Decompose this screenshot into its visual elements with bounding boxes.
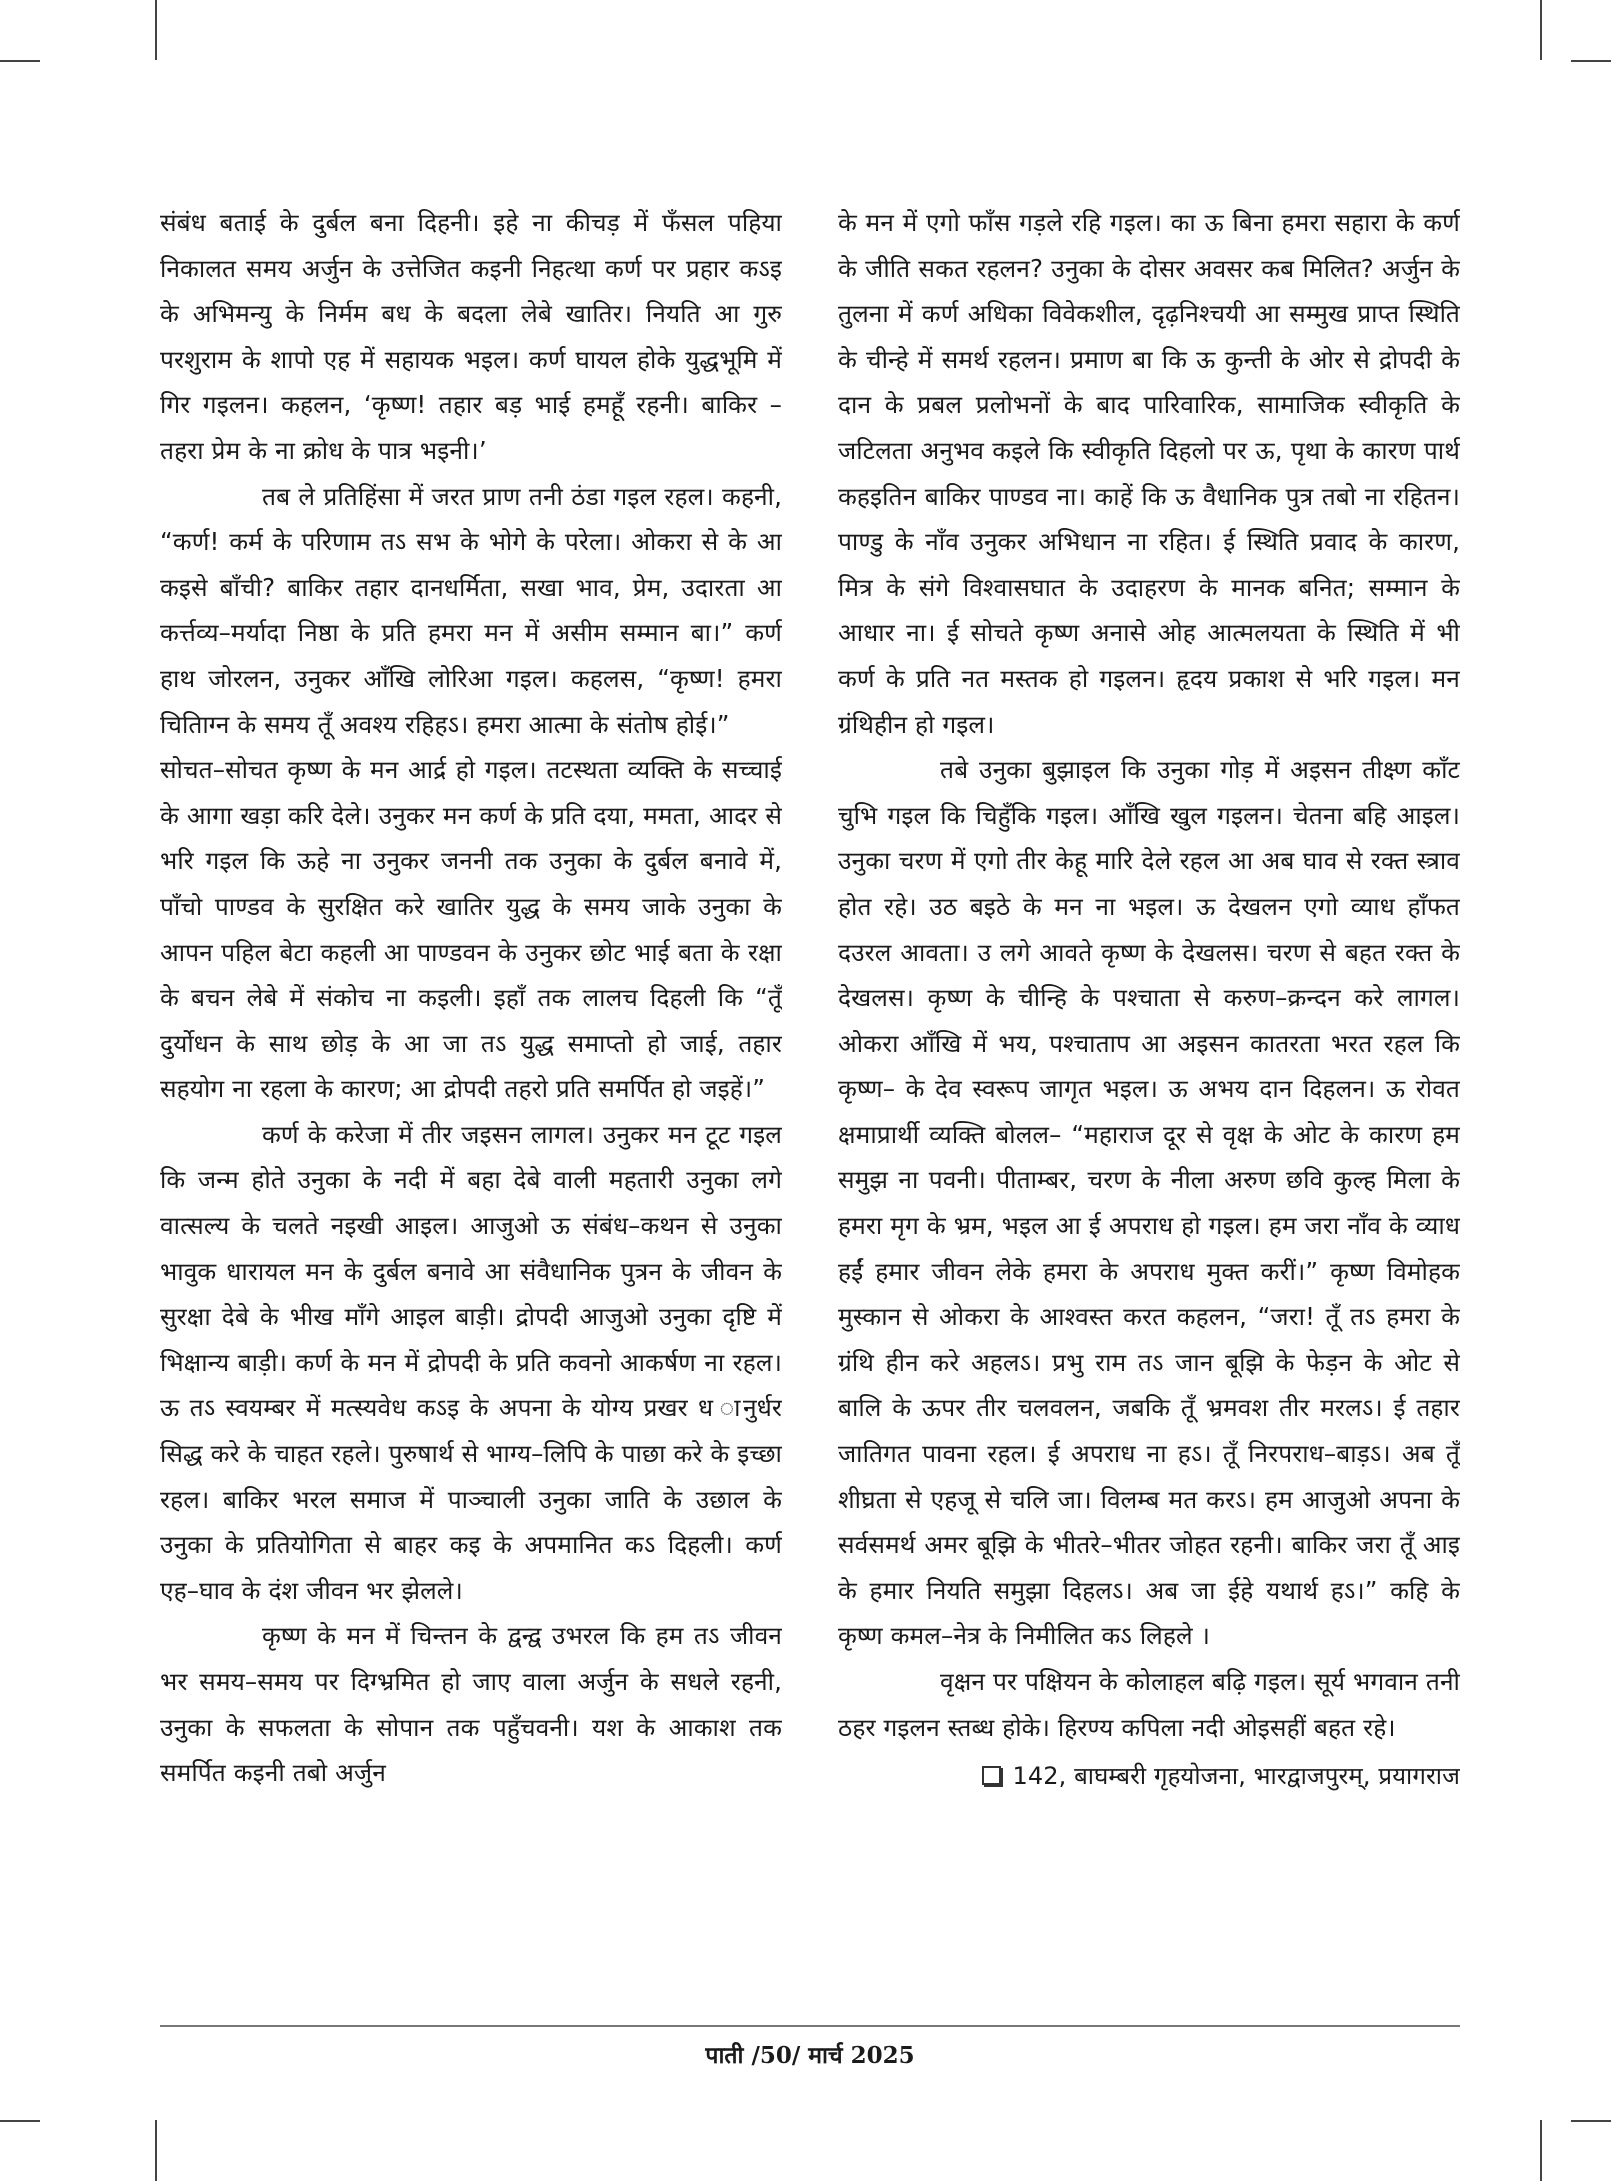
paragraph: तबे उनुका बुझाइल कि उनुका गोड़ में अइसन तीक्ष्ण काँट चुभि गइल कि चिहुँकि गइल। ऑंखि खुल गइलन। चेतना बहि आइल। उनुका चरण में एगो तीर केहू मारि देले रहल आ अब घाव से रक्त स्त्राव होत रहे। उठ बइठे के मन ना भइल। ऊ देखलन एगो व्याध हाँफत दउरल आवता। उ लगे आवते कृष्ण के देखलस। चरण से बहत रक्त के देखलस। कृष्ण के चीन्हि के पश्चाता से करुण–क्रन्दन करे लागल। ओकरा ऑंखि में भय, पश्चाताप आ अइसन कातरता भरत रहल कि कृष्ण– के देव स्वरूप जागृत भइल। ऊ अभय दान दिहलन। ऊ रोवत क्षमाप्रार्थी व्यक्ति बोलल– “महाराज दूर से वृक्ष के ओट के कारण हम समुझ ना पवनी। पीताम्बर, चरण के नीला अरुण छवि कुल्ह मिला के हमरा मृग के भ्रम, भइल आ ई अपराध हो गइल। हम जरा नाँव के व्याध हईं हमार जीवन लेके हमरा के अपराध मुक्त करीं।” कृष्ण विमोहक मुस्कान से ओकरा के आश्वस्त करत कहलन, “जरा! तूँ तऽ हमरा के ग्रंथि हीन करे अहलऽ। प्रभु राम तऽ जान बूझि के फेड़न के ओट से बालि के ऊपर तीर चलवलन, जबकि तूँ भ्रमवश तीर मरलऽ। ई तहार जातिगत पावना रहल। ई अपराध ना हऽ। तूँ निरपराध–बाड़ऽ। अब तूँ शीघ्रता से एहजू से चलि जा। विलम्ब मत करऽ। हम आजुओ अपना के सर्वसमर्थ अमर बूझि के भीतरे–भीतर जोहत रहनी। बाकिर जरा तूँ आइ के हमार नियति समुझा दिहलऽ। अब जा ईहे यथार्थ हऽ।” कहि के कृष्ण कमल–नेत्र के निमीलित कऽ लिहले । <box>838 755 1460 1651</box>
crop-mark-bottom-left-h <box>0 2120 40 2122</box>
paragraph: कर्ण के करेजा में तीर जइसन लागल। उनुकर मन टूट गइल कि जन्म होते उनुका के नदी में बहा देबे वाली महतारी उनुका लगे वात्सल्य के चलते नइखी आइल। आजुओ ऊ संबंध–कथन से उनुका भावुक धारायल मन के दुर्बल बनावे आ संवैधानिक पुत्रन के जीवन के सुरक्षा देबे के भीख माँगे आइल बाड़ी। द्रोपदी आजुओ उनुका दृष्टि में भिक्षान्य बाड़ी। कर्ण के मन में द्रोपदी के प्रति कवनो आकर्षण ना रहल। ऊ तऽ स्वयम्बर में मत्स्यवेध कऽइ के अपना के योग्य प्रखर ध ानुर्धर सिद्ध करे के चाहत रहले। पुरुषार्थ से भाग्य–लिपि के पाछा करे के इच्छा रहल। बाकिर भरल समाज में पाञ्चाली उनुका जाति के उछाल के उनुका के प्रतियोगिता से बाहर कइ के अपमानित कऽ दिहली। कर्ण एह–घाव के दंश जीवन भर झेलले। <box>160 1119 782 1605</box>
crop-mark-top-right-h <box>1571 60 1611 62</box>
author-address <box>838 1754 1460 1799</box>
page-body <box>160 200 1460 2069</box>
paragraph: सोचत–सोचत कृष्ण के मन आर्द्र हो गइल। तटस्थता व्यक्ति के सच्चाई के आगा खड़ा करि देले। उनुकर मन कर्ण के प्रति दया, ममता, आदर से भरि गइल कि ऊहे ना उनुकर जननी तक उनुका के दुर्बल बनावे में, पाँचो पाण्डव के सुरक्षित करे खातिर युद्ध के समय जाके उनुका के आपन पहिल बेटा कहली आ पाण्डवन के उनुकर छोट भाई बता के रक्षा के बचन लेबे में संकोच ना कइली। इहाँ तक लालच दिहली कि “तूँ दुर्योधन के साथ छोड़ के आ जा तऽ युद्ध समाप्तो हो जाई, तहार सहयोग ना रहला के कारण; आ द्रोपदी तहरो प्रति समर्पित हो जइहें।” <box>160 755 782 1104</box>
paragraph: के मन में एगो फाँस गड़ले रहि गइल। का ऊ बिना हमरा सहारा के कर्ण के जीति सकत रहलन? उनुका के दोसर अवसर कब मिलित? अर्जुन के तुलना में कर्ण अधिका विवेकशील, दृढ़निश्चयी आ सम्मुख प्राप्त स्थिति के चीन्हे में समर्थ रहलन। प्रमाण बा कि ऊ कुन्ती के ओर से द्रोपदी के दान के प्रबल प्रलोभनों के बाद पारिवारिक, सामाजिक स्वीकृति के जटिलता अनुभव कइले कि स्वीकृति दिहलो पर ऊ, पृथा के कारण पार्थ कहइतिन बाकिर पाण्डव ना। काहें कि ऊ वैधानिक पुत्र तबो ना रहितन। पाण्डु के नाँव उनुकर अभिधान ना रहित। ई स्थिति प्रवाद के कारण, मित्र के संगे विश्वासघात के उदाहरण के मानक बनित; सम्मान के आधार ना। ई सोचते कृष्ण अनासे ओह आत्मलयता के स्थिति में भी कर्ण के प्रति नत मस्तक हो गइलन। हृदय प्रकाश से भरि गइल। मन ग्रंथिहीन हो गइल। <box>838 208 1460 739</box>
crop-mark-bottom-left-v <box>155 2120 157 2181</box>
crop-mark-top-left-h <box>0 60 40 62</box>
paragraph: संबंध बताई के दुर्बल बना दिहनी। इहे ना कीचड़ में फँसल पहिया निकालत समय अर्जुन के उत्तेजित कइनी निहत्था कर्ण पर प्रहार कऽइ के अभिमन्यु के निर्मम बध के बदला लेबे खातिर। नियति आ गुरु परशुराम के शापो एह में सहायक भइल। कर्ण घायल होके युद्धभूमि में गिर गइलन। कहलन, ‘कृष्ण! तहार बड़ भाई हमहूँ रहनी। बाकिर – तहरा प्रेम के ना क्रोध के पात्र भइनी।’ <box>160 208 782 465</box>
text-columns <box>160 200 1460 2000</box>
paragraph: वृक्षन पर पक्षियन के कोलाहल बढ़ि गइल। सूर्य भगवान तनी ठहर गइलन स्तब्ध होके। हिरण्य कपिला नदी ओइसहीं बहत रहे। <box>838 1667 1460 1742</box>
paragraph: कृष्ण के मन में चिन्तन के द्वन्द्व उभरल कि हम तऽ जीवन भर समय–समय पर दिग्भ्रमित हो जाए वाला अर्जुन के सधले रहनी, उनुका के सफलता के सोपान तक पहुँचवनी। यश के आकाश तक समर्पित कइनी तबो अर्जुन <box>160 1621 782 1788</box>
footer-divider <box>160 2025 1460 2027</box>
paragraph: तब ले प्रतिहिंसा में जरत प्राण तनी ठंडा गइल रहल। कहनी, “कर्ण! कर्म के परिणाम तऽ सभ के भोगे के परेला। ओकरा से के आ कइसे बाँची? बाकिर तहार दानधर्मिता, सखा भाव, प्रेम, उदारता आ कर्त्तव्य–मर्यादा निष्ठा के प्रति हमरा मन में असीम सम्मान बा।” कर्ण हाथ जोरलन, उनुकर ऑंखि लोरिआ गइल। कहलस, “कृष्ण! हमरा चितािग्न के समय तूँ अवश्य रहिहऽ। हमरा आत्मा के संतोष होई।” <box>160 481 782 739</box>
crop-mark-bottom-right-v <box>1540 2120 1542 2181</box>
crop-mark-top-right-v <box>1540 0 1542 60</box>
right-column <box>838 200 1460 2000</box>
crop-mark-bottom-right-h <box>1571 2120 1611 2122</box>
left-column <box>160 200 782 2000</box>
address-text: 142, बाघम्बरी गृहयोजना, भारद्वाजपुरम्, प्रयागराज <box>1012 1762 1460 1791</box>
checkbox-bullet-icon <box>982 1766 1001 1785</box>
crop-mark-top-left-v <box>155 0 157 60</box>
page-footer: पाती /50/ मार्च 2025 <box>705 2042 915 2069</box>
